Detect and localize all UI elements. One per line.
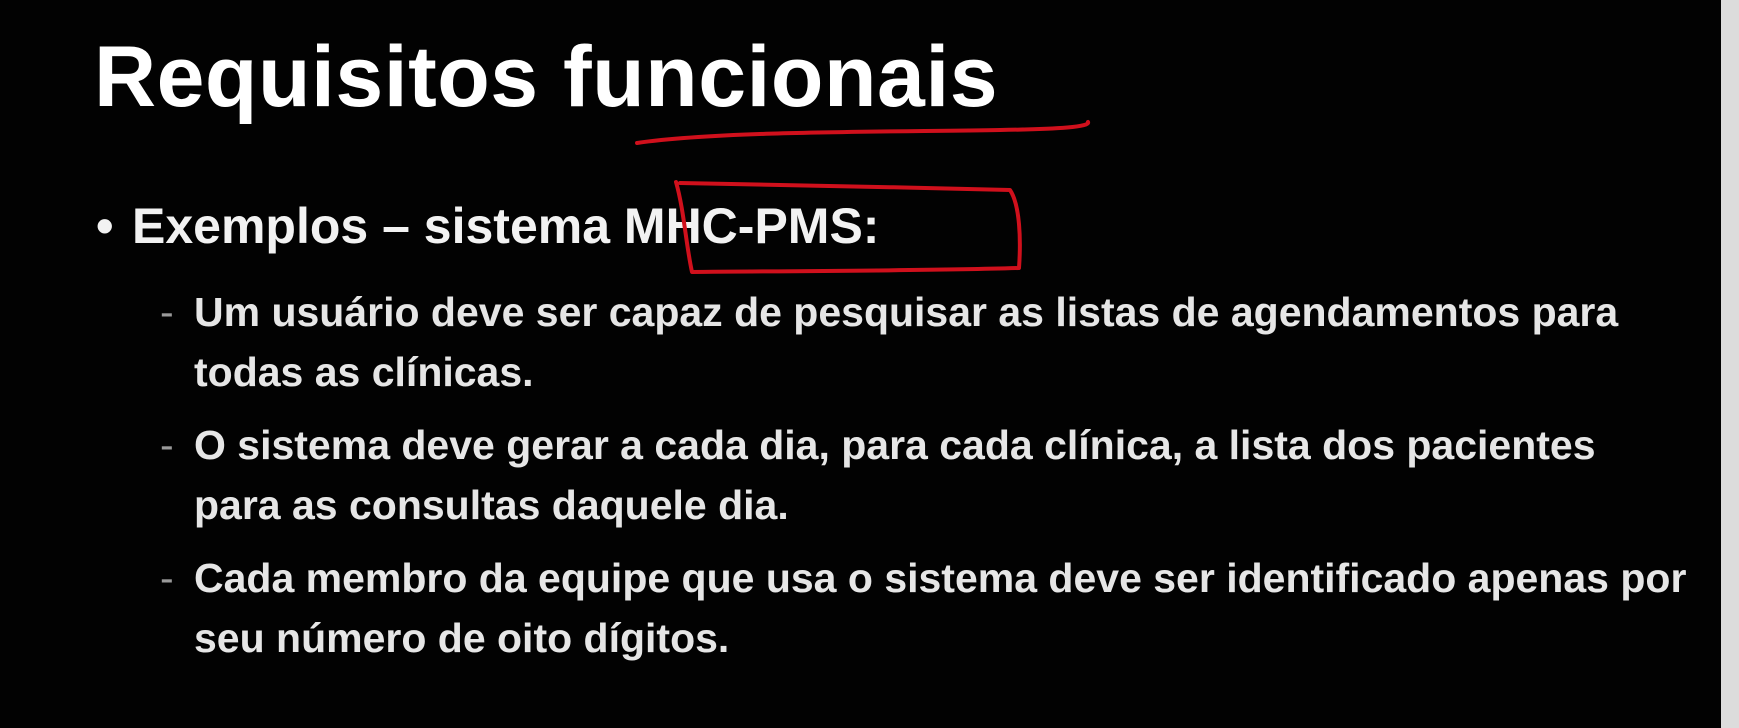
bullet-highlight-text: MHC-PMS: [623,198,880,254]
sub-bullet-item [160,415,1690,535]
sub-bullet-item [160,282,1690,402]
sub-bullet-text: Um usuário deve ser capaz de pesquisar as listas de agendamentos para todas as clínicas. [194,289,1619,395]
dash-marker: - [160,289,174,335]
dash-marker: - [160,555,174,601]
bullet-marker: • [96,198,114,254]
sub-bullet-list [160,282,1690,681]
sub-bullet-text: O sistema deve gerar a cada dia, para cada clínica, a lista dos pacientes para as consultas daquele dia. [194,422,1596,528]
bullet-prefix-text: Exemplos – sistema [132,198,624,254]
main-bullet [96,196,879,256]
window-edge [1721,0,1739,728]
sub-bullet-text: Cada membro da equipe que usa o sistema deve ser identificado apenas por seu número de oito dígitos. [194,555,1687,661]
sub-bullet-item [160,548,1690,668]
dash-marker: - [160,422,174,468]
slide-title: Requisitos funcionais [94,29,999,125]
